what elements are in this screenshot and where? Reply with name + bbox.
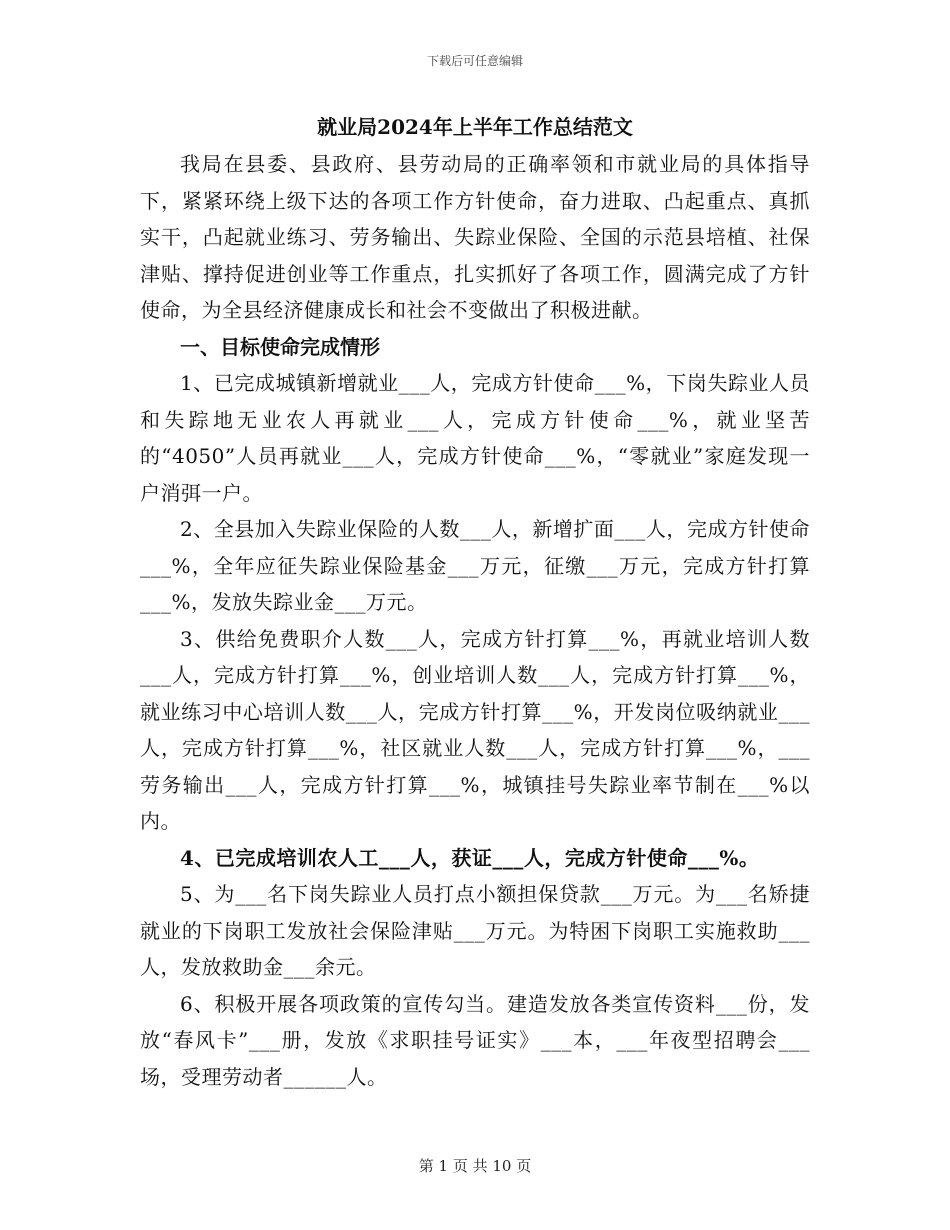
list-item-6: 6、积极开展各项政策的宣传勾当。建造发放各类宣传资料___份，发放“春风卡”___册，发放《求职挂号证实》___本，___年夜型招聘会___场，受理劳动者______人。 <box>140 991 810 1089</box>
intro-paragraph: 我局在县委、县政府、县劳动局的正确率领和市就业局的具体指导下，紧紧环绕上级下达的各项工作方针使命，奋力进取、凸起重点、真抓实干，凸起就业练习、劳务输出、失踪业保险、全国的示范县培植、社保津贴、撑持促进创业等工作重点，扎实抓好了各项工作，圆满完成了方针使命，为全县经济健康成长和社会不变做出了积极进献。 <box>140 152 810 322</box>
list-item-1: 1、已完成城镇新增就业___人，完成方针使命___%，下岗失踪业人员和失踪地无业农人再就业___人，完成方针使命___%，就业坚苦的“4050”人员再就业___人，完成方针使命___%，“零就业”家庭发现一户消弭一户。 <box>140 371 810 505</box>
list-item-4: 4、已完成培训农人工___人，获证___人，完成方针使命___%。 <box>180 845 760 870</box>
list-item-2: 2、全县加入失踪业保险的人数___人，新增扩面___人，完成方针使命___%，全年应征失踪业保险基金___万元，征缴___万元，完成方针打算___%，发放失踪业金___万元。 <box>140 517 810 614</box>
header-note: 下载后可任意编辑 <box>426 54 523 68</box>
list-item-5: 5、为___名下岗失踪业人员打点小额担保贷款___万元。为___名矫捷就业的下岗职工发放社会保险津贴___万元。为特困下岗职工实施救助___人，发放救助金___余元。 <box>140 882 810 979</box>
page-footer: 第 1 页 共 10 页 <box>418 1157 532 1175</box>
document-title: 就业局2024年上半年工作总结范文 <box>317 115 633 139</box>
list-item-3: 3、供给免费职介人数___人，完成方针打算___%，再就业培训人数___人，完成方针打算___%，创业培训人数___人，完成方针打算___%，就业练习中心培训人数___人，完成方针打算___%，开发岗位吸纳就业___人，完成方针打算___%，社区就业人数___人，完成方针打算___%，___劳务输出___人，完成方针打算___%，城镇挂号失踪业率节制在___%以内。 <box>140 626 810 833</box>
section-heading: 一、目标使命完成情形 <box>180 334 380 359</box>
document-body <box>140 110 810 1095</box>
